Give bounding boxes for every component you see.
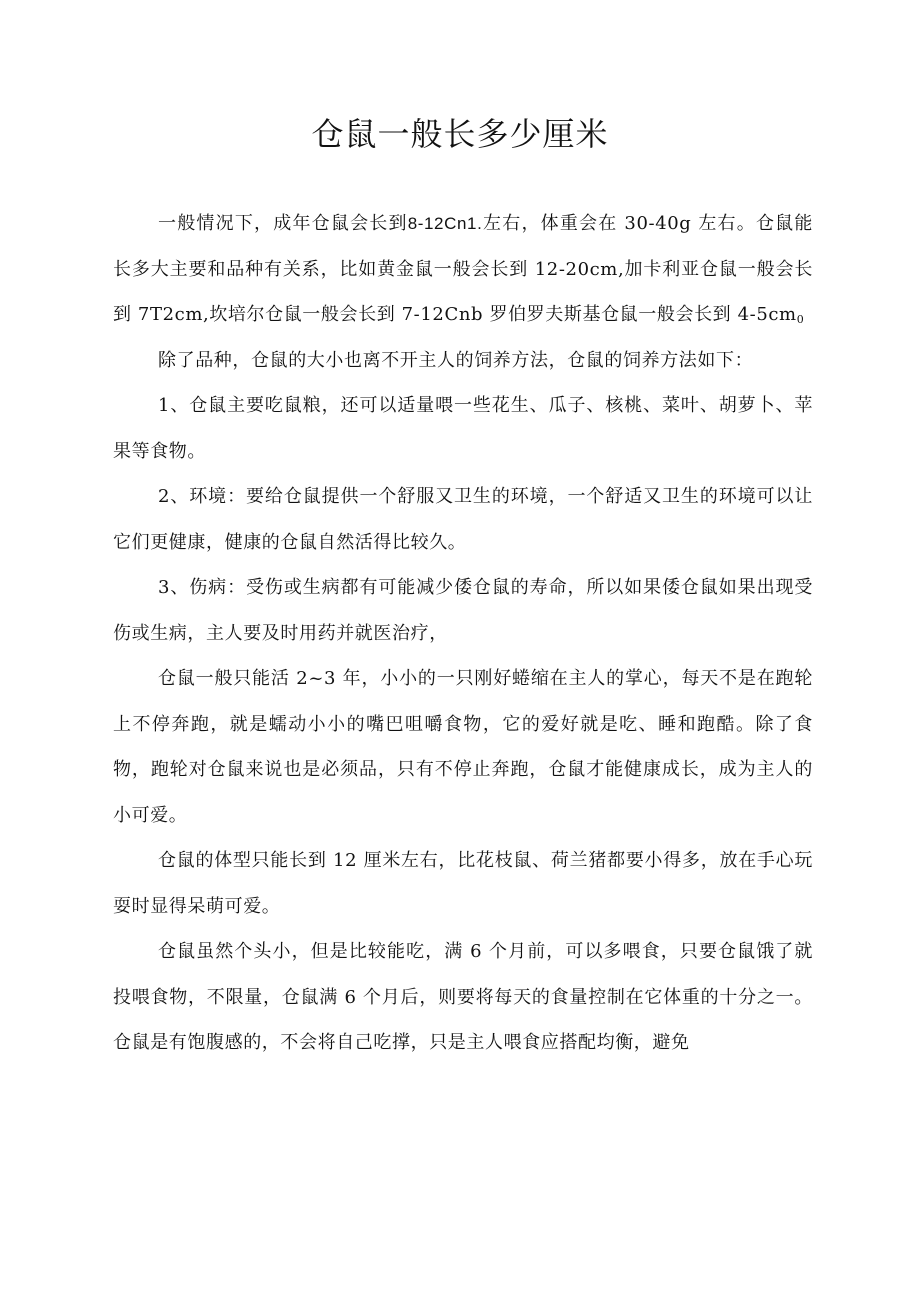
paragraph-feeding-food: 1、仓鼠主要吃鼠粮，还可以适量喂一些花生、瓜子、核桃、菜叶、胡萝卜、苹果等食物。 bbox=[113, 395, 813, 462]
paragraph-body-size: 仓鼠的体型只能长到 12 厘米左右，比花枝鼠、荷兰猪都要小得多，放在手心玩耍时显得呆萌可爱。 bbox=[113, 850, 813, 917]
paragraph-appetite: 仓鼠虽然个头小，但是比较能吃，满 6 个月前，可以多喂食，只要仓鼠饿了就投喂食物，不限量，仓鼠满 6 个月后，则要将每天的食量控制在它体重的十分之一。仓鼠是有饱腹感的，不会将自己吃撑，只是主人喂食应搭配均衡，避免 bbox=[113, 941, 813, 1053]
document-title: 仓鼠一般长多少厘米 bbox=[311, 115, 609, 153]
paragraph-feeding-intro: 除了品种，仓鼠的大小也离不开主人的饲养方法，仓鼠的饲养方法如下： bbox=[158, 349, 754, 371]
size-subscript: 0 bbox=[796, 313, 805, 326]
paragraph-feeding-environment: 2、环境：要给仓鼠提供一个舒服又卫生的环境，一个舒适又卫生的环境可以让它们更健康，健康的仓鼠自然活得比较久。 bbox=[113, 486, 813, 553]
size-range-text: 8-12Cn1. bbox=[407, 214, 483, 233]
size-details-text: 左右，体重会在 30-40g 左右。仓鼠能长多大主要和品种有关系，比如黄金鼠一般会长到 12-20cm,加卡利亚仓鼠一般会长到 7T2cm,坎培尔仓鼠一般会长到 7-12Cnb 罗伯罗夫斯基仓鼠一般会长到 4-5cm bbox=[113, 213, 813, 325]
document-body bbox=[113, 201, 813, 1066]
paragraph-size-overview bbox=[113, 201, 813, 338]
size-intro-text: 一般情况下，成年仓鼠会长到 bbox=[158, 213, 408, 234]
paragraph-lifespan: 仓鼠一般只能活 2~3 年，小小的一只刚好蜷缩在主人的掌心，每天不是在跑轮上不停奔跑，就是蠕动小小的嘴巴咀嚼食物，它的爱好就是吃、睡和跑酷。除了食物，跑轮对仓鼠来说也是必须品，只有不停止奔跑，仓鼠才能健康成长，成为主人的小可爱。 bbox=[113, 668, 813, 826]
paragraph-feeding-illness: 3、伤病：受伤或生病都有可能减少倭仓鼠的寿命，所以如果倭仓鼠如果出现受伤或生病，主人要及时用药并就医治疗， bbox=[113, 577, 813, 644]
